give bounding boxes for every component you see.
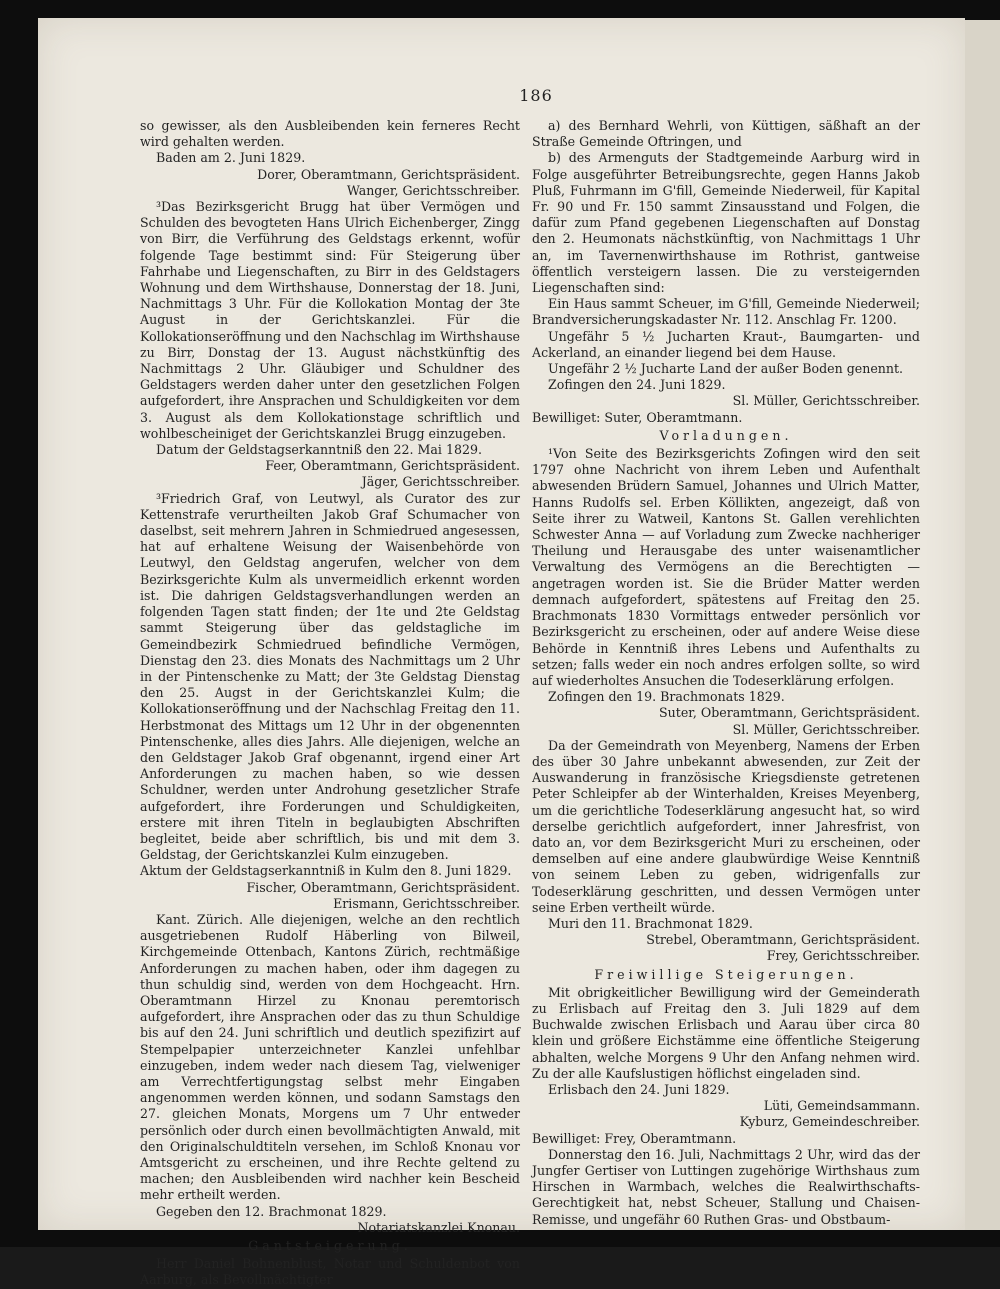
- left-column: [140, 118, 520, 1289]
- approval-line: Bewilliget: Frey, Oberamtmann.: [532, 1130, 737, 1146]
- paragraph: Mit obrigkeitlicher Bewilligung wird der Gemeinderath zu Erlisbach auf Freitag den 3. Juli 1829 auf dem Buchwalde zwischen Erlisbach und Aarau über circa 80 klein und größere Eichstämme eine öffentliche Steigerung abhalten, welche Morgens 9 Uhr den Anfang nehmen wird. Zu der alle Kaufslustigen höflichst eingeladen sind.: [532, 984, 920, 1081]
- date-line: Baden am 2. Juni 1829.: [156, 150, 306, 166]
- approval-line: Bewilliget: Suter, Oberamtmann.: [532, 409, 743, 425]
- signature: Wanger, Gerichtsschreiber.: [346, 182, 520, 198]
- signature: Strebel, Oberamtmann, Gerichtspräsident.: [646, 932, 920, 948]
- list-item: a) des Bernhard Wehrli, von Küttigen, säßhaft an der Straße Gemeinde Oftringen, und: [532, 118, 920, 150]
- date-line: Zofingen den 19. Brachmonats 1829.: [548, 689, 785, 705]
- signature: Suter, Oberamtmann, Gerichtspräsident.: [659, 705, 920, 721]
- signature: Dorer, Oberamtmann, Gerichtspräsident.: [257, 166, 520, 182]
- paragraph: Kant. Zürich. Alle diejenigen, welche an den rechtlich ausgetriebenen Rudolf Häberling von Bilweil, Kirchgemeinde Ottenbach, Kantons Zürich, rechtmäßige Anforderungen zu machen haben, oder ihm dagegen zu thun schuldig sind, werden von dem Hochgeacht. Hrn. Oberamtmann Hirzel zu Knonau peremtorisch aufgefordert, ihre Ansprachen oder das zu thun Schuldige bis auf den 24. Juni schriftlich und deutlich spezifizirt auf Stempelpapier unterzeichneter Kanzlei unfehlbar einzugeben, indem weder nach diesem Tag, vielweniger am Verrechtfertigungstag selbst mehr Eingaben angenommen werden können, und sodann Samstags den 27. gleichen Monats, Morgens um 7 Uhr entweder persönlich oder durch einen bevollmächtigten Anwald, mit den Originalschuldtiteln versehen, im Schloß Knonau vor Amtsgericht zu erscheinen, und ihre Rechte geltend zu machen; den Ausbleibenden wird nachher kein Bescheid mehr ertheilt werden.: [140, 911, 520, 1203]
- paragraph: Herr Daniel Bohnenblust, Notar und Schuldenbot von Aarburg, als Bevollmächtigter: [140, 1256, 520, 1288]
- date-line: Erlisbach den 24. Juni 1829.: [548, 1081, 730, 1097]
- section-heading: Freiwillige Steigerungen.: [594, 966, 858, 982]
- property-item: Ungefähr 2 ½ Jucharte Land der außer Boden genennt.: [548, 361, 904, 377]
- paragraph: ³Das Bezirksgericht Brugg hat über Vermögen und Schulden des bevogteten Hans Ulrich Eichenberger, Zingg von Birr, die Verführung des Geldstags erkennt, wofür folgende Tage bestimmt sind: Für Steigerung über Fahrhabe und Liegenschaften, zu Birr in des Geldstagers Wohnung und dem Wirthshause, Donnerstag der 18. Juni, Nachmittags 3 Uhr. Für die Kollokation Montag der 3te August in der Gerichtskanzlei. Für die Kollokationseröffnung und den Nachschlag im Wirthshause zu Birr, Donstag der 13. August nächstkünftig des Nachmittags 2 Uhr. Gläubiger und Schuldner des Geldstagers werden daher unter den gesetzlichen Folgen aufgefordert, ihre Ansprachen und Schuldigkeiten vor dem 3. August als dem Kollokationstage schriftlich und wohlbescheiniget der Gerichtskanzlei Brugg einzugeben.: [140, 199, 520, 441]
- signature: Erismann, Gerichtsschreiber.: [333, 895, 520, 911]
- signature: Sl. Müller, Gerichtsschreiber.: [732, 393, 920, 409]
- signature: Notariatskanzlei Knonau.: [357, 1219, 520, 1235]
- date-line: Aktum der Geldstagserkanntniß in Kulm den 8. Juni 1829.: [140, 863, 512, 879]
- paragraph: ¹Von Seite des Bezirksgerichts Zofingen wird den seit 1797 ohne Nachricht von ihrem Leben und Aufenthalt abwesenden Brüdern Samuel, Johannes und Ulrich Matter, Hanns Rudolfs sel. Erben Köllikten, angezeigt, daß von Seite ihrer zu Watweil, Kantons St. Gallen verehlichten Schwester Anna — auf Vorladung zum Zwecke nachheriger Theilung und Herausgabe des unter waisenamtlicher Verwaltung des Vermögens an die Berechtigten — angetragen worden ist. Sie die Brüder Matter werden demnach aufgefordert, spätestens auf Freitag den 25. Brachmonats 1830 Vormittags entweder persönlich vor Bezirksgericht zu erscheinen, oder auf andere Weise diese Behörde in Kenntniß ihres Lebens und Aufenthalts zu setzen; falls weder ein noch andres erfolgen sollte, so wird auf wiederholtes Ansuchen die Todeserklärung erfolgen.: [532, 446, 920, 688]
- date-line: Datum der Geldstagserkanntniß den 22. Mai 1829.: [156, 442, 483, 458]
- signature: Frey, Gerichtsschreiber.: [766, 948, 920, 964]
- date-line: Muri den 11. Brachmonat 1829.: [548, 915, 753, 931]
- signature: Feer, Oberamtmann, Gerichtspräsident.: [265, 458, 520, 474]
- paragraph: Da der Gemeindrath von Meyenberg, Namens der Erben des über 30 Jahre unbekannt abwesenden, zur Zeit der Auswanderung in französische Kriegsdienste getretenen Peter Schleipfer ab der Winterhalden, Kreises Meyenberg, um die gerichtliche Todeserklärung angesucht hat, so wird derselbe gerichtlich aufgefordert, inner Jahresfrist, von dato an, vor dem Bezirksgericht Muri zu erscheinen, oder demselben auf eine andere glaubwürdige Weise Kenntniß von seinem Leben zu geben, widrigenfalls zur Todeserklärung geschritten, und dessen Vermögen unter seine Erben vertheilt würde.: [532, 737, 920, 915]
- page-number: 186: [519, 86, 553, 105]
- paragraph: Donnerstag den 16. Juli, Nachmittags 2 Uhr, wird das der Jungfer Gertiser von Luttingen zugehörige Wirthshaus zum Hirschen in Warmbach, welches die Realwirthschafts-Gerechtigkeit hat, nebst Scheuer, Stallung und Chaisen-Remisse, und ungefähr 60 Ruthen Gras- und Obstbaum-: [532, 1146, 920, 1227]
- paragraph: ³Friedrich Graf, von Leutwyl, als Curator des zur Kettenstrafe verurtheilten Jakob Graf Schumacher von daselbst, seit mehrern Jahren in Schmiedrued angesessen, hat auf erhaltene Weisung der Waisenbehörde von Leutwyl, den Geldstag angerufen, welcher von dem Bezirksgerichte Kulm als unvermeidlich erkennt worden ist. Die dahrigen Geldstagsverhandlungen werden an folgenden Tagen statt finden; der 1te und 2te Geldstag sammt Steigerung über das geldstagliche im Gemeindbezirk Schmiedrued befindliche Vermögen, Dienstag den 23. dies Monats des Nachmittags um 2 Uhr in der Pintenschenke zu Matt; der 3te Geldstag Dienstag den 25. Augst in der Gerichtskanzlei Kulm; die Kollokationseröffnung und der Nachschlag Freitag den 11. Herbstmonat des Mittags um 12 Uhr in der obgenennten Pintenschenke, alles dies Jahrs. Alle diejenigen, welche an den Geldstager Jakob Graf obgenannt, irgend einer Art Anforderungen zu machen haben, so wie dessen Schuldner, werden unter Androhung gesetzlicher Strafe aufgefordert, ihre Forderungen und Schuldigkeiten, erstere mit ihren Titeln in beglaubigten Abschriften begleitet, beide aber schriftlich, bis und mit dem 3. Geldstag, der Gerichtskanzlei Kulm einzugeben.: [140, 490, 520, 863]
- signature: Jäger, Gerichtsschreiber.: [361, 474, 520, 490]
- date-line: Gegeben den 12. Brachmonat 1829.: [156, 1203, 387, 1219]
- property-item: Ungefähr 5 ½ Jucharten Kraut-, Baumgarten- und Ackerland, an einander liegend bei dem Hause.: [532, 328, 920, 360]
- property-item: Ein Haus sammt Scheuer, im G'fill, Gemeinde Niederweil; Brandversicherungskadaster Nr. 112. Anschlag Fr. 1200.: [532, 296, 920, 328]
- signature: Lüti, Gemeindsammann.: [763, 1098, 920, 1114]
- paragraph: so gewisser, als den Ausbleibenden kein ferneres Recht wird gehalten werden.: [140, 118, 520, 150]
- list-item: b) des Armenguts der Stadtgemeinde Aarburg wird in Folge ausgeführter Betreibungsrechte, gegen Hanns Jakob Pluß, Fuhrmann im G'fill, Gemeinde Niederweil, für Kapital Fr. 90 und Fr. 150 sammt Zinsausstand und Folgen, die dafür zum Pfand gegebenen Liegenschaften auf Donstag den 2. Heumonats nächstkünftig, von Nachmittags 1 Uhr an, im Tavernenwirthshause im Rothrist, gantweise öffentlich versteigern lassen. Die zu versteigernden Liegenschaften sind:: [532, 150, 920, 296]
- signature: Sl. Müller, Gerichtsschreiber.: [732, 721, 920, 737]
- date-line: Zofingen den 24. Juni 1829.: [548, 377, 726, 393]
- section-heading: Vorladungen.: [659, 427, 793, 443]
- section-heading: Gantsteigerung.: [248, 1238, 412, 1254]
- signature: Fischer, Oberamtmann, Gerichtspräsident.: [246, 879, 520, 895]
- signature: Kyburz, Gemeindeschreiber.: [739, 1114, 920, 1130]
- right-column: [532, 118, 920, 1228]
